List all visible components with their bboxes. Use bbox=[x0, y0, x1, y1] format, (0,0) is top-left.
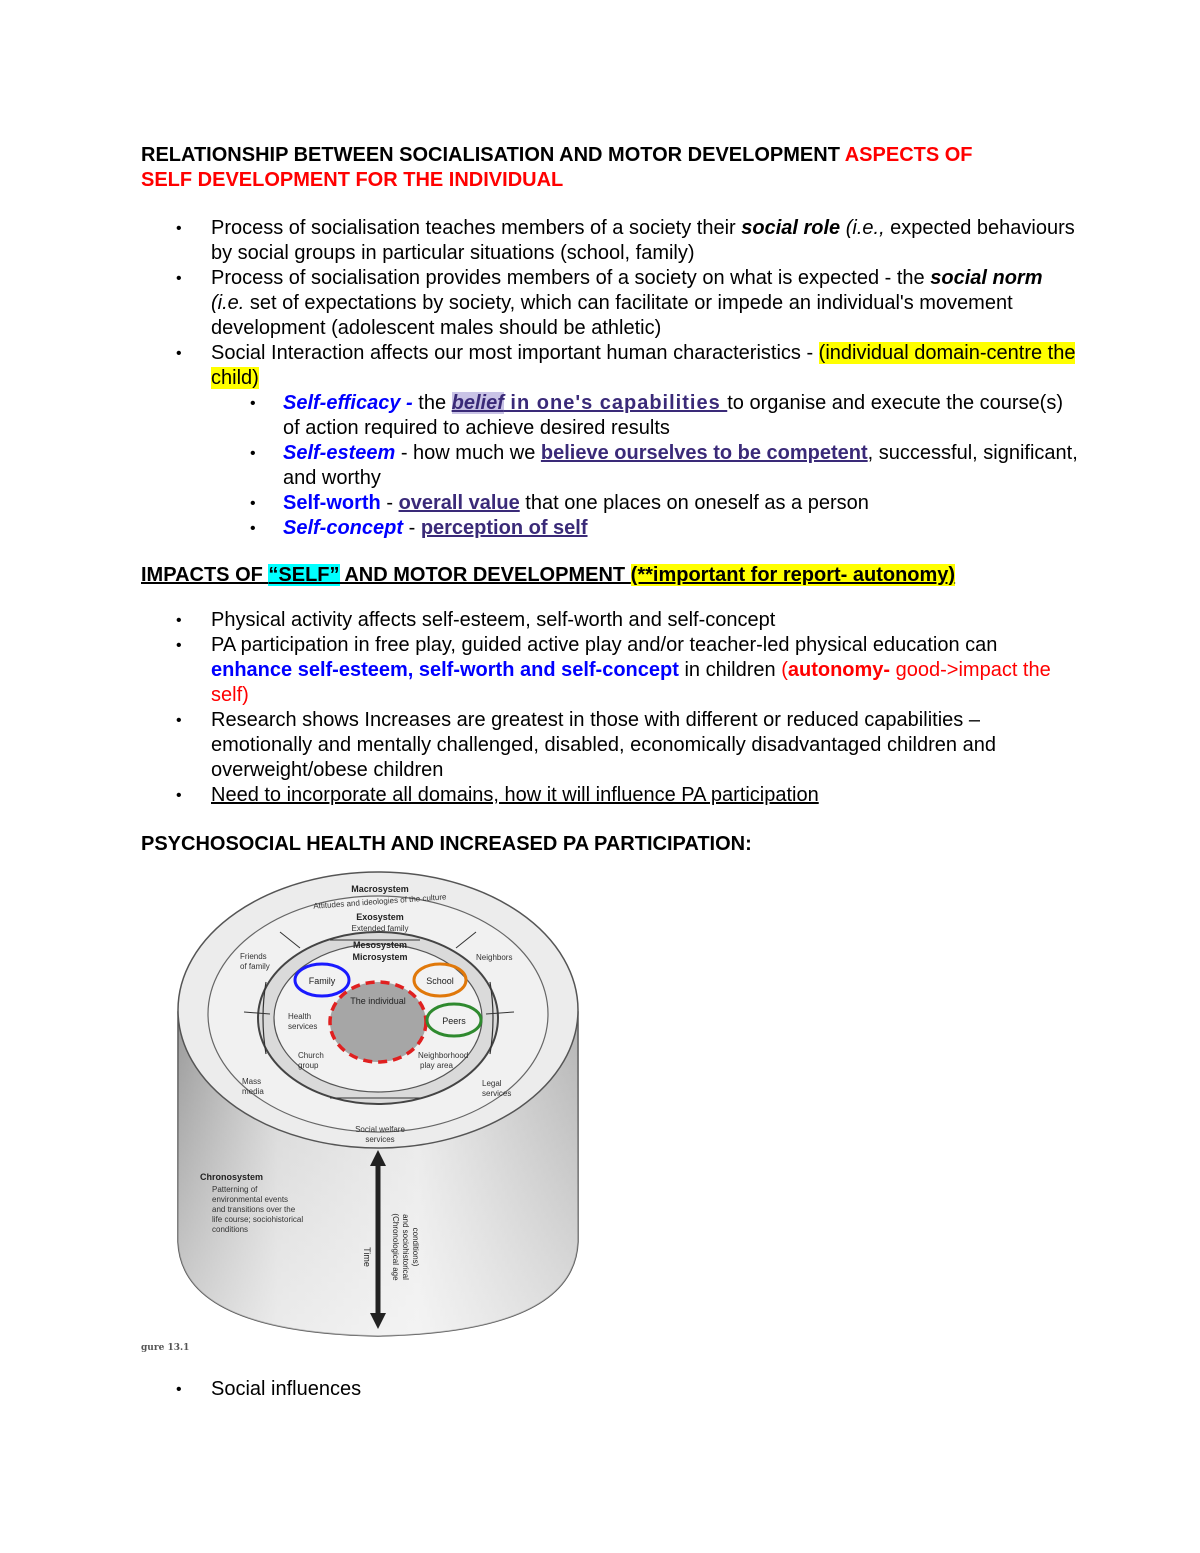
highlight-yellow: (individual domain-centre the child) bbox=[211, 342, 1076, 389]
list-item: • Social influences bbox=[176, 1378, 362, 1400]
time-label: Time bbox=[362, 1247, 372, 1267]
bullet-icon: • bbox=[250, 495, 256, 512]
list-item: • Self-concept - perception of self bbox=[250, 517, 588, 539]
chrono-sub-1: Patterning of bbox=[212, 1185, 258, 1194]
term-social-role: social role bbox=[741, 217, 841, 239]
list-item: • Process of socialisation provides members of a society on what is expected - the social norm (i.e. set of expectations by society, which can facilitate or impede an individual's movement development (adolescent males should be athletic) bbox=[176, 267, 1043, 339]
term-self-esteem: Self-esteem bbox=[283, 442, 396, 464]
peers-label: Peers bbox=[442, 1016, 466, 1026]
chrono-sub-3: and transitions over the bbox=[212, 1205, 296, 1214]
bullet-icon: • bbox=[250, 520, 256, 537]
term-self-worth: Self-worth bbox=[283, 492, 381, 514]
bullet-icon: • bbox=[176, 787, 182, 804]
list-item: • Self-worth - overall value that one places on oneself as a person bbox=[250, 492, 869, 514]
bullet-icon: • bbox=[250, 395, 256, 412]
highlight-cyan: “SELF” bbox=[268, 564, 340, 586]
social-influences-list bbox=[0, 1377, 1200, 1402]
chrono-sub-5: conditions bbox=[212, 1225, 249, 1234]
mass-label-1: Mass bbox=[242, 1077, 262, 1086]
individual-circle bbox=[330, 982, 426, 1062]
neighborhood-label-2: play area bbox=[420, 1061, 453, 1070]
bullet-icon: • bbox=[176, 220, 182, 237]
exo-sub-label: Extended family bbox=[351, 924, 409, 933]
heading-text: RELATIONSHIP BETWEEN SOCIALISATION AND MOTOR DEVELOPMENT bbox=[141, 144, 845, 166]
socialisation-bullet-list bbox=[0, 216, 1200, 541]
ecological-systems-diagram bbox=[170, 862, 586, 1340]
chrono-age-2: and sociohistorical bbox=[401, 1214, 410, 1280]
microsystem-label: Microsystem bbox=[352, 952, 408, 962]
bullet-icon: • bbox=[176, 612, 182, 629]
bullet-icon: • bbox=[176, 637, 182, 654]
highlight-belief: belief bbox=[451, 392, 504, 414]
chrono-sub-4: life course; sociohistorical bbox=[212, 1215, 304, 1224]
bullet-icon: • bbox=[176, 345, 182, 362]
health-label-2: services bbox=[288, 1022, 318, 1031]
list-item: • Process of socialisation teaches members of a society their social role (i.e., expected behaviours by social groups in particular situations (school, family) bbox=[176, 217, 1075, 264]
macro-sub-label: Attitudes and ideologies of the culture bbox=[312, 892, 447, 911]
chronosystem-label: Chronosystem bbox=[200, 1172, 264, 1182]
figure-caption: gure 13.1 bbox=[141, 1343, 190, 1353]
list-item: • Self-efficacy - the belief in one's capabilities to organise and execute the course(s) of action required to achieve desired results bbox=[250, 392, 1064, 439]
section-heading-relationship bbox=[141, 143, 973, 193]
list-item: • Physical activity affects self-esteem, self-worth and self-concept bbox=[176, 609, 776, 631]
welfare-label-2: services bbox=[365, 1135, 395, 1144]
bullet-icon: • bbox=[176, 1381, 182, 1398]
chrono-age-3: conditions) bbox=[411, 1227, 420, 1267]
heading-red-text: ASPECTS OF bbox=[844, 144, 973, 166]
chrono-age-1: (Chronological age bbox=[391, 1213, 400, 1281]
church-label-1: Church bbox=[298, 1051, 324, 1060]
list-item: • Need to incorporate all domains, how it will influence PA participation bbox=[176, 784, 819, 806]
term-self-concept: Self-concept bbox=[283, 517, 404, 539]
term-self-efficacy: Self-efficacy bbox=[283, 392, 401, 414]
section-heading-psychosocial: PSYCHOSOCIAL HEALTH AND INCREASED PA PARTICIPATION: bbox=[141, 833, 752, 855]
list-item: • Research shows Increases are greatest in those with different or reduced capabilities – emotionally and mentally challenged, disabled, economically disadvantaged children and overweight/obese children bbox=[176, 709, 996, 781]
list-item: • Social Interaction affects our most important human characteristics - (individual domain-centre the child) bbox=[176, 342, 1076, 389]
bullet-icon: • bbox=[176, 270, 182, 287]
church-label-2: group bbox=[298, 1061, 319, 1070]
bullet-icon: • bbox=[176, 712, 182, 729]
individual-label: The individual bbox=[350, 996, 406, 1006]
chrono-sub-2: environmental events bbox=[212, 1195, 289, 1204]
list-item: • Self-esteem - how much we believe ourselves to be competent, successful, significant, and worthy bbox=[250, 442, 1078, 489]
exosystem-label: Exosystem bbox=[356, 912, 404, 922]
highlight-yellow: (**important for report- autonomy) bbox=[630, 564, 956, 586]
bullet-icon: • bbox=[250, 445, 256, 462]
impacts-bullet-list bbox=[0, 608, 1200, 808]
friends-label-1: Friends bbox=[240, 952, 267, 961]
heading-red-text: SELF DEVELOPMENT FOR THE INDIVIDUAL bbox=[141, 169, 564, 191]
term-social-norm: social norm bbox=[930, 267, 1043, 289]
legal-label-2: services bbox=[482, 1089, 512, 1098]
section-heading-impacts: IMPACTS OF “SELF” AND MOTOR DEVELOPMENT (**important for report- autonomy) bbox=[141, 564, 956, 586]
school-label: School bbox=[426, 976, 454, 986]
friends-label-2: of family bbox=[240, 962, 270, 971]
health-label-1: Health bbox=[288, 1012, 312, 1021]
family-label: Family bbox=[308, 976, 336, 986]
neighborhood-label-1: Neighborhood bbox=[418, 1051, 469, 1060]
neighbors-label: Neighbors bbox=[476, 953, 513, 962]
mesosystem-label: Mesosystem bbox=[352, 940, 408, 950]
legal-label-1: Legal bbox=[482, 1079, 502, 1088]
mass-label-2: media bbox=[242, 1087, 264, 1096]
welfare-label-1: Social welfare bbox=[355, 1125, 405, 1134]
list-item: • PA participation in free play, guided active play and/or teacher-led physical education can enhance self-esteem, self-worth and self-concept in children (autonomy- good->impact the self) bbox=[176, 634, 1051, 706]
macrosystem-label: Macrosystem bbox=[351, 884, 409, 894]
